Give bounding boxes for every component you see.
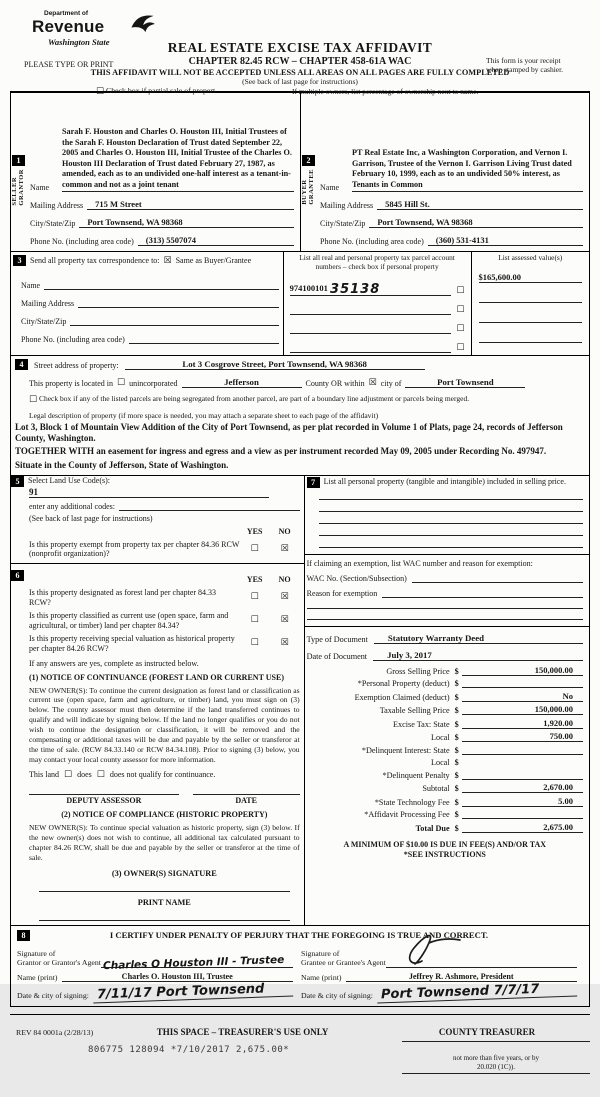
seller-name-label: Name [30,183,50,192]
legal-description-line2: TOGETHER WITH an easement for ingress and egress and a view as per instrument recorded May 09, 2005 under Recording No. 497947. [15,446,547,457]
correspondence-block [11,252,283,355]
left-column [11,476,305,925]
buyer-phone-label: Phone No. (including area code) [320,237,424,246]
fee-value[interactable]: 5.00 [462,796,583,807]
reason-label: Reason for exemption [306,588,378,598]
assessed-value-4[interactable] [479,332,582,343]
form-title: REAL ESTATE EXCISE TAX AFFIDAVIT [167,40,433,55]
street-address-value[interactable]: Lot 3 Cosgrove Street, Port Townsend, WA 98368 [125,359,425,370]
dor-swirl-icon [128,10,156,43]
grantor-signature: Charles O Houston III - Trustee [102,953,285,972]
corr-mailing-value[interactable] [78,298,279,308]
seller-rail [11,93,26,251]
personal-property-checkbox-1[interactable]: ☐ [456,285,465,296]
signature-grid [15,944,583,1003]
grantor-sig-label-line1: Signature of [17,949,56,959]
corr-name-row [21,280,279,290]
reason-row [307,588,583,598]
personal-property-checkbox-3[interactable]: ☐ [456,323,465,334]
corr-mailing-label: Mailing Address [21,299,75,308]
street-address-row [15,359,583,370]
dollar-sign: $ [454,719,459,729]
personal-property-section [305,476,589,863]
grantee-date-city-label: Date & city of signing: [301,990,373,1000]
buyer-rail [301,93,316,251]
fee-value[interactable]: 150,000.00 [462,704,583,715]
fee-value[interactable]: No [462,691,583,702]
forest-no-checkbox[interactable]: ☒ [280,592,289,603]
fee-row-excise-local [307,731,583,742]
grantor-name-print-value[interactable]: Charles O. Houston III, Trustee [62,972,294,982]
fee-label: Local [430,758,450,768]
assessed-value-2[interactable] [479,292,582,303]
seller-city-label: City/State/Zip [30,219,76,228]
treasurer-space-label: THIS SPACE – TREASURER'S USE ONLY [156,1026,329,1037]
warning-note: THIS AFFIDAVIT WILL NOT BE ACCEPTED UNLESS ALL AREAS ON ALL PAGES ARE FULLY COMPLETED [90,68,510,77]
parcel-row-2 [290,304,465,315]
personal-property-lines [319,499,583,548]
seller-vert-word1: SELLER [10,176,18,206]
fee-label: Local [430,733,450,743]
fee-value[interactable]: 1,920.00 [462,718,583,729]
wac-field[interactable] [412,573,583,583]
personal-property-checkbox-4[interactable]: ☐ [456,342,465,353]
parcel-number-field-2[interactable] [290,304,452,315]
s6-yes-label: YES [246,574,263,584]
current-use-text: Is this property classified as current use (open space, farm and agricultural, or timber) land per chapter 84.34? [29,611,229,630]
assessed-value-3[interactable] [479,312,582,323]
corr-phone-label: Phone No. (including area code) [21,335,125,344]
buyer-fields [316,93,589,251]
exempt-question-row [29,540,300,559]
legal-description-line3: Situate in the County of Jefferson, State of Washington. [15,459,229,470]
historical-no-checkbox[interactable]: ☒ [280,638,289,649]
property-location-section [10,355,590,476]
s6-no-label: NO [278,574,291,584]
pp-blank-line-2[interactable] [319,511,583,512]
doc-type-value[interactable]: Statutory Warranty Deed [374,633,583,644]
see-back-instructions: (See back of last page for instructions) [29,513,153,523]
segregated-row [29,394,583,405]
s6-yes-no-header [29,575,300,584]
does-checkbox[interactable]: ☐ [64,770,73,781]
segregated-checkbox[interactable]: ☐ [29,394,38,405]
segregated-label: Check box if any of the listed parcels are being segregated from another parcel, are part of a boundary line adjustment or parcels being merged. [38,393,470,403]
buyer-name-label: Name [320,183,340,192]
seller-mailing-label: Mailing Address [30,201,84,210]
county-value[interactable]: Jefferson [182,377,302,388]
fee-label: *State Technology Fee [374,797,450,807]
grantee-name-print-value[interactable]: Jeffrey R. Ashmore, President [346,972,578,982]
historical-yes-checkbox[interactable]: ☐ [250,638,259,649]
buyer-phone-value[interactable]: (360) 531-4131 [428,235,583,246]
owners-signature-label: (3) OWNER(S) SIGNATURE [111,868,217,878]
minimum-due-line2: *SEE INSTRUCTIONS [403,850,486,860]
fee-label: *Personal Property (deduct) [357,679,450,689]
dollar-sign: $ [454,758,459,768]
parcel-row-4 [290,342,465,353]
grantee-date-city-value[interactable]: Port Townsend 7/7/17 [377,980,578,1003]
form-header [10,4,590,97]
assessed-values-header: List assessed value(s) [498,253,563,262]
historical-question [29,634,300,653]
dollar-sign: $ [454,666,459,676]
current-use-question [29,611,300,630]
s5-yes-no-header [29,527,300,536]
seller-vert-word2: GRANTOR [17,169,25,206]
correspondence-header [13,255,279,266]
same-as-buyer-checkbox[interactable]: ☒ [163,256,172,266]
cashier-stamp: 806775 128094 *7/10/2017 2,675.00* [88,1044,290,1055]
fee-label: *Delinquent Penalty [382,770,450,780]
corr-mailing-row [21,298,279,308]
seller-city-value[interactable]: Port Townsend, WA 98368 [79,217,294,228]
if-yes-instruction: If any answers are yes, complete as instructed below. [29,658,199,668]
street-address-label: Street address of property: [34,360,119,370]
fee-row-processing-fee [307,809,583,819]
seller-mailing-row [30,199,294,210]
seller-phone-row [30,235,294,246]
current-use-no-checkbox[interactable]: ☒ [280,615,289,626]
county-treasurer-label: COUNTY TREASURER [438,1026,536,1037]
seller-vertical-label [12,169,26,206]
treasurer-note-line1: not more than five years, or by [452,1053,540,1062]
parcel-number-printed: 974100101 [289,282,328,293]
buyer-city-row [320,217,583,228]
fee-value[interactable] [462,757,583,767]
divider-exemption [305,554,589,555]
treasurer-note [406,1054,586,1072]
legal-description-line1: Lot 3, Block 1 of Mountain View Addition of the City of Port Townsend, as per plat recorded in Volume 1 of Plats, page 24, records of Jefferson County, Washington. [15,421,563,443]
parcel-numbers-header: List all real and personal property tax parcel account numbers – check box if personal property [299,253,455,271]
correspondence-fields [13,266,279,344]
fee-row-delinquent-penalty [307,770,583,780]
receipt-note-line2: when stamped by cashier. [486,65,564,75]
s5-yes-label: YES [246,526,263,536]
right-column [305,476,589,925]
classification-section [11,564,304,925]
forest-yes-checkbox[interactable]: ☐ [250,592,259,603]
exempt-no-checkbox[interactable]: ☒ [280,543,289,554]
fee-label: Exemption Claimed (deduct) [354,692,450,702]
fee-label: Taxable Selling Price [379,706,450,716]
footer [10,1027,590,1097]
owners-signature-line[interactable] [39,891,290,892]
chapter-subtitle: CHAPTER 82.45 RCW – CHAPTER 458-61A WAC [188,56,412,67]
does-not-label: does not qualify for continuance. [109,770,216,780]
seller-phone-label: Phone No. (including area code) [30,237,134,246]
seller-name-row [30,96,294,192]
grantor-sig-label-line2: Grantor or Grantor's Agent [17,958,101,968]
additional-codes-row [29,501,300,511]
fee-value[interactable]: 750.00 [462,731,583,742]
land-use-label: Select Land Use Code(s): [28,475,110,485]
section-7-badge: 7 [307,477,320,488]
grantor-sig-label [17,949,101,968]
fee-row-total-due [307,822,583,833]
doc-date-row [307,650,583,661]
seller-fields [26,93,300,251]
within-city-checkbox[interactable]: ☒ [368,377,377,388]
parcel-number-field-4[interactable] [290,342,452,353]
section-3-badge: 3 [13,255,26,266]
dollar-sign: $ [454,810,459,820]
parcel-number-handwritten: 35138 [330,281,381,297]
land-use-header [11,476,300,487]
pp-blank-line-3[interactable] [319,523,583,524]
parcel-number-field-3[interactable] [290,323,452,334]
partial-sale-row [96,86,215,97]
buyer-vert-word2: GRANTEE [307,169,315,205]
doc-type-row [307,633,583,644]
land-qualify-row [29,770,300,780]
personal-property-label: List all personal property (tangible and intangible) included in selling price. [323,476,566,486]
corr-phone-value[interactable] [129,334,279,344]
notice2-body: NEW OWNER(S): To continue special valuation as historic property, sign (3) below. If the new owner(s) does not wish to continue, all additional tax calculated pursuant to chapter 84.26 RCW, shall be due and payable by the seller or transferor at the time of sale. [29,823,300,862]
additional-codes-field[interactable] [119,501,300,511]
multiple-owners-note: If multiple owners, list percentage of ownership next to name. [292,87,479,96]
grantee-signature-line[interactable] [386,944,577,968]
buyer-city-label: City/State/Zip [320,219,366,228]
pp-blank-line-1[interactable] [319,499,583,500]
buyer-vertical-label [302,169,316,205]
send-correspondence-label: Send all property tax correspondence to: [30,256,160,265]
exempt-question-text: Is this property exempt from property tax per chapter 84.36 RCW (nonprofit organization)? [29,539,240,559]
grantor-date-city-label: Date & city of signing: [17,990,89,1000]
fee-row-excise-state [307,718,583,729]
buyer-mailing-row [320,199,583,210]
legal-description-label: Legal description of property (if more space is needed, you may attach a separate sheet to each page of the affidavit) [29,410,379,420]
dollar-sign: $ [454,745,459,755]
bottom-rule [10,1014,590,1015]
print-name-label: PRINT NAME [137,897,191,907]
pp-blank-line-4[interactable] [319,535,583,536]
receipt-note [486,56,588,75]
please-type-note: PLEASE TYPE OR PRINT [24,60,114,69]
assessor-signature-row [29,794,300,805]
notice1-title: (1) NOTICE OF CONTINUANCE (FOREST LAND OR CURRENT USE) [29,672,284,682]
fee-value[interactable]: 2,675.00 [462,822,583,833]
grantor-signature-line[interactable] [101,944,293,972]
land-use-code-value[interactable]: 91 [29,487,269,498]
fee-label: Excise Tax: State [393,719,450,729]
certification-section [10,925,590,1007]
grantee-sig-label-line2: Grantee or Grantee's Agent [301,958,386,968]
fee-value[interactable] [462,745,583,755]
reason-extra-line-1[interactable] [307,608,583,609]
fee-row-tech-fee [307,796,583,807]
fee-value[interactable]: 2,670.00 [462,782,583,793]
fee-value[interactable] [462,809,583,819]
grantor-name-print-label: Name (print) [17,972,58,982]
forest-land-question [29,588,300,607]
buyer-mailing-value[interactable]: 5845 Hill St. [377,199,583,210]
city-value[interactable]: Port Townsend [405,377,525,388]
doc-type-label: Type of Document [306,634,368,644]
seller-name-value[interactable]: Sarah F. Houston and Charles O. Houston III, Initial Trustees of the Sarah F. Houston Declaration of Trust dated September 22, 2005 and Charles O. Houston III, Initial Trustee of the Charles O. Houston III Declaration of Trust dated February 27, 1987, as amended, each as to an undivided one-half interest as a tenant-in-common and not as a joint tenant [62,127,294,192]
dollar-sign: $ [454,797,459,807]
doc-date-value[interactable]: July 3, 2017 [373,650,583,661]
city-of-label: city of [380,378,402,388]
does-not-checkbox[interactable]: ☐ [96,770,105,781]
parcel-numbers-block [283,252,471,355]
parcel-number-field-1[interactable] [290,280,452,296]
dollar-sign: $ [454,823,459,833]
dollar-sign: $ [454,679,459,689]
section-6-badge: 6 [11,570,24,581]
partial-sale-checkbox[interactable]: ☐ [96,87,105,97]
pp-blank-line-5[interactable] [319,547,583,548]
grantor-signature-col [15,944,299,1003]
seller-grantor-block [11,93,300,251]
seller-city-row [30,217,294,228]
same-as-buyer-label: Same as Buyer/Grantee [175,256,252,265]
section-8-badge: 8 [17,930,30,941]
divider-document [305,626,589,627]
notice1-body: NEW OWNER(S): To continue the current designation as forest land or classification as current use (open space, farm and agriculture, or timber) land, you must sign on (3) below. The county assessor must then determine if the land transferred continues to qualify and will indicate by signing below. If the land no longer qualifies or you do not wish to continue the designation or classification, it will be removed and the compensating or additional taxes will be due and payable by the seller or transferor at the time of sale. (RCW 84.33.140 or RCW 84.34.108). Prior to signing (3) below, you may contact your local county assessor for more information. [29,685,300,764]
dollar-sign: $ [454,770,459,780]
land-use-body [11,487,300,559]
historical-text: Is this property receiving special valuation as historical property per chapter 84.26 RCW? [29,634,235,653]
corr-city-value[interactable] [70,316,278,326]
treasurer-note-line2: 20.020 (1C)). [477,1062,515,1071]
grantee-signature-row [301,944,577,968]
rev-number: REV 84 0001a (2/28/13) [16,1027,94,1037]
certify-statement: I CERTIFY UNDER PENALTY OF PERJURY THAT THE FOREGOING IS TRUE AND CORRECT. [109,929,489,940]
additional-codes-label: enter any additional codes: [29,501,115,511]
deputy-assessor-label[interactable]: DEPUTY ASSESSOR [29,794,179,805]
does-label: does [77,770,92,780]
print-name-line[interactable] [39,920,290,921]
fee-value[interactable] [462,770,583,780]
fee-row-gross [307,665,583,676]
grantee-name-print-label: Name (print) [301,972,342,982]
parcel-row-1 [290,280,465,296]
classification-body [11,575,300,921]
grantee-name-print-row [301,972,577,982]
middle-columns [10,475,590,926]
logo-dept-text: Department of [44,10,89,17]
personal-property-checkbox-2[interactable]: ☐ [456,304,465,315]
grantee-signature-scribble [392,930,466,971]
fee-label: *Affidavit Processing Fee [364,810,450,820]
grantor-date-city-value[interactable]: 7/11/17 Port Townsend [93,980,294,1003]
assessed-value-1[interactable]: $165,600.00 [479,272,582,283]
doc-date-label: Date of Document [306,651,368,661]
grantor-date-city-row [17,981,293,1003]
buyer-city-value[interactable]: Port Townsend, WA 98368 [369,217,583,228]
dollar-sign: $ [454,692,459,702]
fee-label: Total Due [415,823,450,833]
logo-state-text: Washington State [48,37,110,47]
seller-phone-value[interactable]: (313) 5507074 [138,235,294,246]
personal-property-header [307,477,583,488]
land-use-section [11,476,304,564]
dollar-sign: $ [454,784,459,794]
logo-revenue-text: Revenue [32,17,105,36]
grantor-name-print-row [17,972,293,982]
fee-label: *Delinquent Interest: State [361,745,450,755]
buyer-vert-word1: BUYER [300,179,308,205]
tax-correspondence-section [10,251,590,356]
grantee-sig-label [301,949,386,968]
fee-row-delinquent-interest-local [307,757,583,767]
corr-name-label: Name [21,281,41,290]
parties-section [10,91,590,252]
buyer-mailing-label: Mailing Address [320,201,374,210]
buyer-name-value[interactable]: PT Real Estate Inc, a Washington Corporation, and Vernon I. Garrison, Trustee of the Vernon I. Garrison Living Trust dated February 10, 1999, each as to an undivided 50% interest, as Tenants in Common [352,148,583,192]
minimum-due-line1: A MINIMUM OF $10.00 IS DUE IN FEE(S) AND/OR TAX [343,839,547,849]
receipt-note-line1: This form is your receipt [486,56,561,65]
parcel-row-3 [290,323,465,334]
section-2-badge: 2 [302,155,315,166]
grantee-signature-col [299,944,583,1003]
partial-sale-label: Check box if partial sale of propert [106,86,216,95]
fee-label: Gross Selling Price [386,666,450,676]
corr-city-row [21,316,279,326]
minimum-due-note [307,840,583,861]
exemption-claim-label: If claiming an exemption, list WAC number and reason for exemption: [306,558,533,568]
footer-row [10,1027,590,1037]
fee-value[interactable] [462,678,583,688]
section-1-badge: 1 [12,155,25,166]
assessed-values-block [471,252,589,355]
fee-row-exemption-claimed [307,691,583,702]
located-in-label: This property is located in [29,378,113,388]
fee-table [307,665,583,833]
this-land-label: This land [29,770,59,780]
assessor-date-label[interactable]: DATE [193,794,300,805]
fee-label: Subtotal [422,784,450,794]
fee-row-subtotal [307,782,583,793]
county-or-label: County OR within [305,378,365,388]
current-use-yes-checkbox[interactable]: ☐ [250,615,259,626]
forest-land-text: Is this property designated as forest land per chapter 84.33 RCW? [29,587,217,607]
dollar-sign: $ [454,706,459,716]
section-5-badge: 5 [11,476,24,487]
unincorporated-label: unincorporated [129,378,178,388]
section-4-badge: 4 [15,359,28,370]
grantor-signature-row [17,944,293,972]
buyer-name-row [320,96,583,192]
notice2-title: (2) NOTICE OF COMPLIANCE (HISTORIC PROPERTY) [61,810,268,820]
dollar-sign: $ [454,733,459,743]
seller-mailing-value[interactable]: 715 M Street [87,199,294,210]
corr-phone-row [21,334,279,344]
s5-no-label: NO [278,526,291,536]
unincorporated-checkbox[interactable]: ☐ [116,377,126,388]
fee-row-taxable [307,704,583,715]
treasurer-note-box [402,1041,590,1075]
reason-field[interactable] [382,588,583,598]
buyer-grantee-block [300,93,589,251]
see-back-note: (See back of last page for instructions) [242,77,358,86]
wac-label: WAC No. (Section/Subsection) [306,573,407,583]
wac-row [307,573,583,583]
corr-name-value[interactable] [44,280,279,290]
exempt-yes-checkbox[interactable]: ☐ [250,543,259,554]
grantee-date-city-row [301,981,577,1003]
fee-value[interactable]: 150,000.00 [462,665,583,676]
corr-city-label: City/State/Zip [21,317,67,326]
reason-extra-line-2[interactable] [307,619,583,620]
grantee-sig-label-line1: Signature of [301,949,340,959]
buyer-phone-row [320,235,583,246]
located-in-row [29,377,583,388]
fee-row-personal-property [307,678,583,688]
fee-row-delinquent-interest-state [307,745,583,755]
